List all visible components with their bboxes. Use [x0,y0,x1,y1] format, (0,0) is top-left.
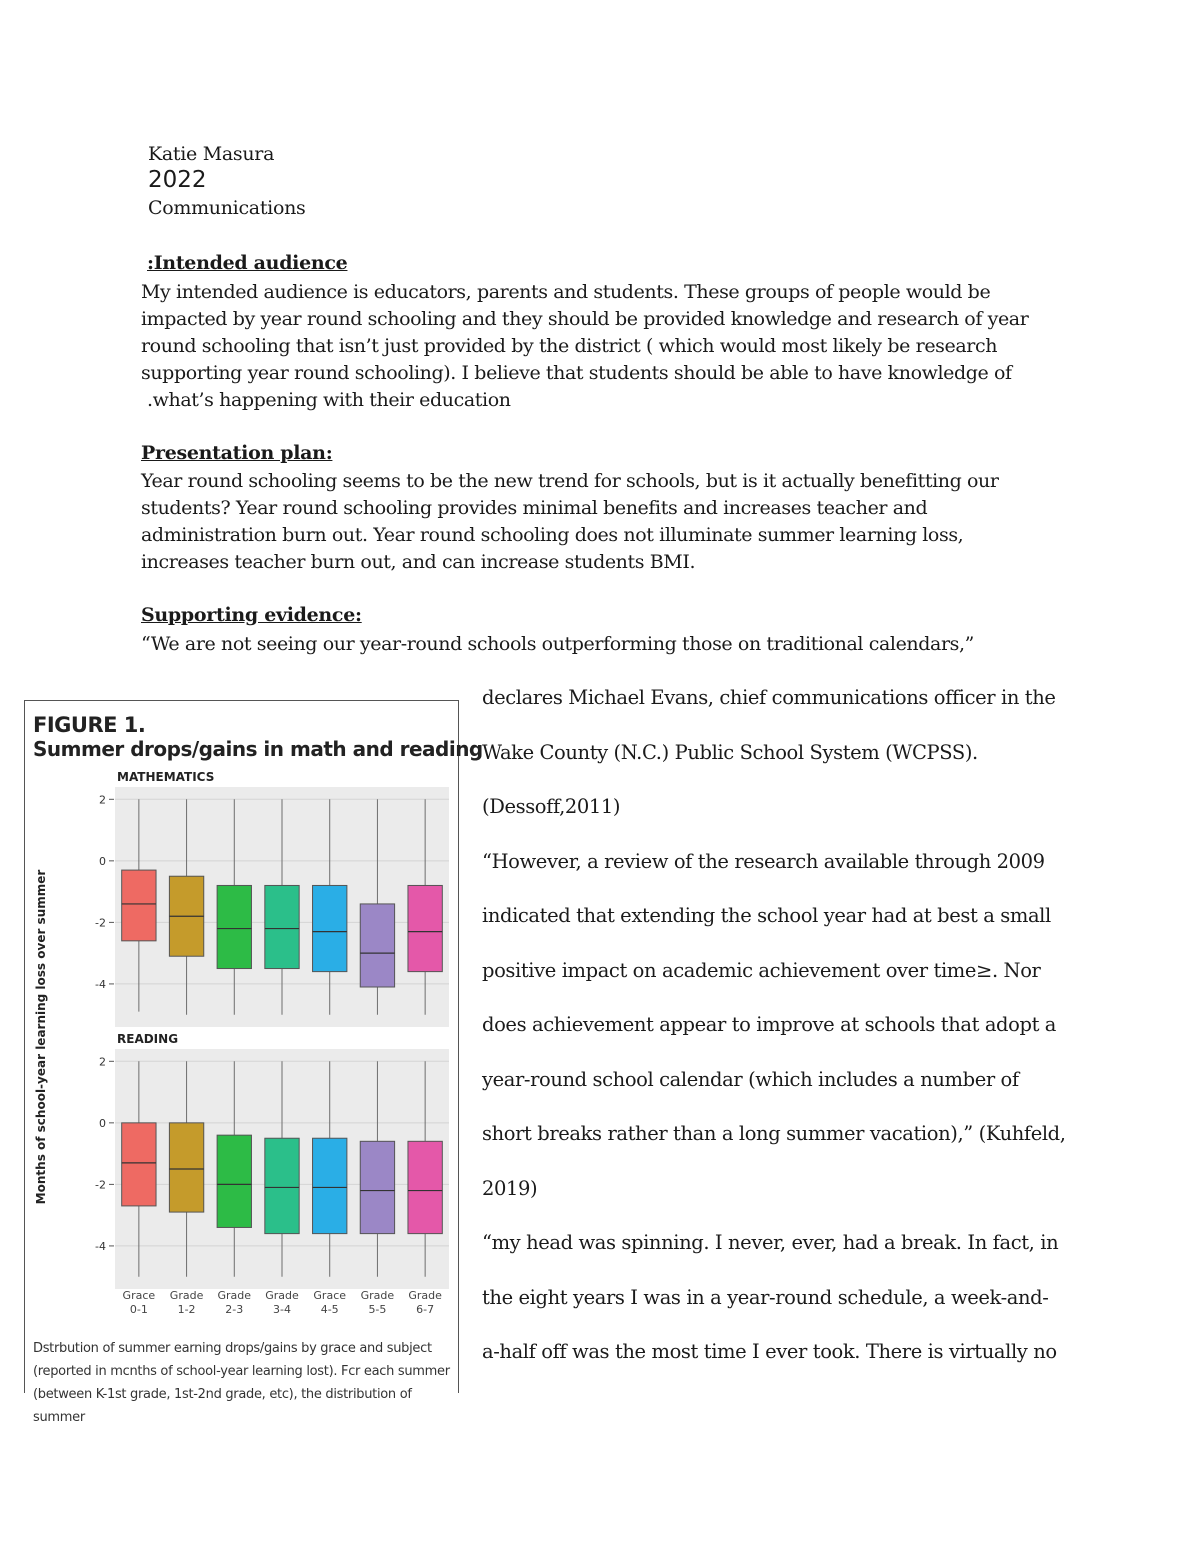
boxplot-chart [25,767,458,1387]
evidence-line: short breaks rather than a long summer vacation),” (Kuhfeld, [482,1122,1066,1145]
y-tick-label: 0 [99,1116,106,1130]
caption-line: (between K-1st grade, 1st-2nd grade, etc), the distribution of summer [33,1387,412,1425]
evidence-heading: Supporting evidence: [141,604,362,626]
category-label: Grade [360,1289,395,1302]
category-label: 2-3 [225,1303,244,1316]
y-axis-title: Months of school-year learning loss over summer [34,869,48,1205]
evidence-line: the eight years I was in a year-round schedule, a week-and- [482,1285,1049,1309]
evidence-line: a-half off was the most time I ever took. There is virtually no [482,1340,1057,1363]
y-tick-label: 2 [99,1055,106,1069]
plan-line: Year round schooling seems to be the new trend for schools, but is it actually benefitting our [141,470,999,492]
figure-label: FIGURE 1. [33,713,146,737]
category-label: Grade [408,1289,442,1302]
audience-line: .what’s happening with their education [147,389,511,411]
category-label: 5-5 [368,1303,387,1316]
evidence-line: declares Michael Evans, chief communications officer in the [482,686,1056,709]
caption-line: Dstrbution of summer earning drops/gains by grace and subject [33,1341,432,1356]
evidence-line: does achievement appear to improve at schools that adopt a [482,1013,1057,1036]
figure-1 [24,700,483,1425]
plan-line: increases teacher burn out, and can increase students BMI. [141,551,696,573]
category-label: 3-4 [273,1303,291,1316]
author-name: Katie Masura [148,143,275,165]
audience-heading: :Intended audience [147,252,348,274]
course-name: Communications [148,197,306,219]
category-label: Grace [313,1289,347,1302]
category-label: Grade [217,1289,252,1302]
audience-line: My intended audience is educators, parents and students. These groups of people would be [141,281,991,303]
plan-heading: Presentation plan: [141,442,333,464]
evidence-line: “my head was spinning. I never, ever, had a break. In fact, in [482,1231,1059,1254]
box-5 [313,1138,347,1233]
evidence-line: “However, a review of the research available through 2009 [482,849,1045,873]
audience-line: impacted by year round schooling and they should be provided knowledge and research of year [141,308,1029,330]
y-tick-label: -4 [95,1239,106,1253]
box-7 [408,885,442,971]
plan-line: students? Year round schooling provides minimal benefits and increases teacher and [141,497,928,519]
category-label: 6-7 [416,1303,435,1316]
category-label: Grade [265,1289,299,1302]
category-label: 4-5 [320,1303,339,1316]
panel-label: READING [117,1032,179,1046]
evidence-quote-first-line: “We are not seeing our year-round schools outperforming those on traditional calendars,” [141,633,974,655]
figure-caption [33,1337,463,1429]
box-3 [217,1135,251,1227]
category-label: Grace [122,1289,156,1302]
box-7 [408,1141,442,1233]
evidence-line: indicated that extending the school year had at best a small [482,904,1051,927]
box-1 [122,1123,156,1206]
category-label: 0-1 [129,1303,148,1316]
caption-line: (reported in mcnths of school-year learning lost). Fcr each summer [33,1364,450,1379]
audience-paragraph [141,279,1061,414]
evidence-line: 2019) [482,1176,538,1200]
plan-paragraph [141,468,1061,576]
box-1 [122,870,156,941]
box-5 [313,885,347,971]
box-2 [169,1123,203,1212]
evidence-line: year-round school calendar (which includes a number of [482,1067,1019,1091]
box-6 [360,904,394,987]
y-tick-label: 2 [99,793,106,807]
year-label: 2022 [148,167,207,193]
figure-title: Summer drops/gains in math and reading [33,737,483,761]
panel-label: MATHEMATICS [117,770,215,784]
y-tick-label: -2 [95,916,106,930]
y-tick-label: 0 [99,854,106,868]
box-6 [360,1141,394,1233]
evidence-column [482,671,1082,1380]
category-label: 1-2 [177,1303,196,1316]
category-label: Grade [169,1289,204,1302]
box-3 [217,885,251,968]
box-4 [265,1138,299,1233]
audience-line: round schooling that isn’t just provided by the district ( which would most likely be research [141,335,998,357]
audience-line: supporting year round schooling). I believe that students should be able to have knowledge of [141,362,1012,384]
box-4 [265,885,299,968]
evidence-line: positive impact on academic achievement over time≥. Nor [482,958,1041,982]
y-tick-label: -4 [95,977,106,991]
y-tick-label: -2 [95,1178,106,1192]
evidence-line: Wake County (N.C.) Public School System (WCPSS). [482,740,978,764]
evidence-line: (Dessoff,2011) [482,795,621,818]
plan-line: administration burn out. Year round schooling does not illuminate summer learning loss, [141,524,964,546]
